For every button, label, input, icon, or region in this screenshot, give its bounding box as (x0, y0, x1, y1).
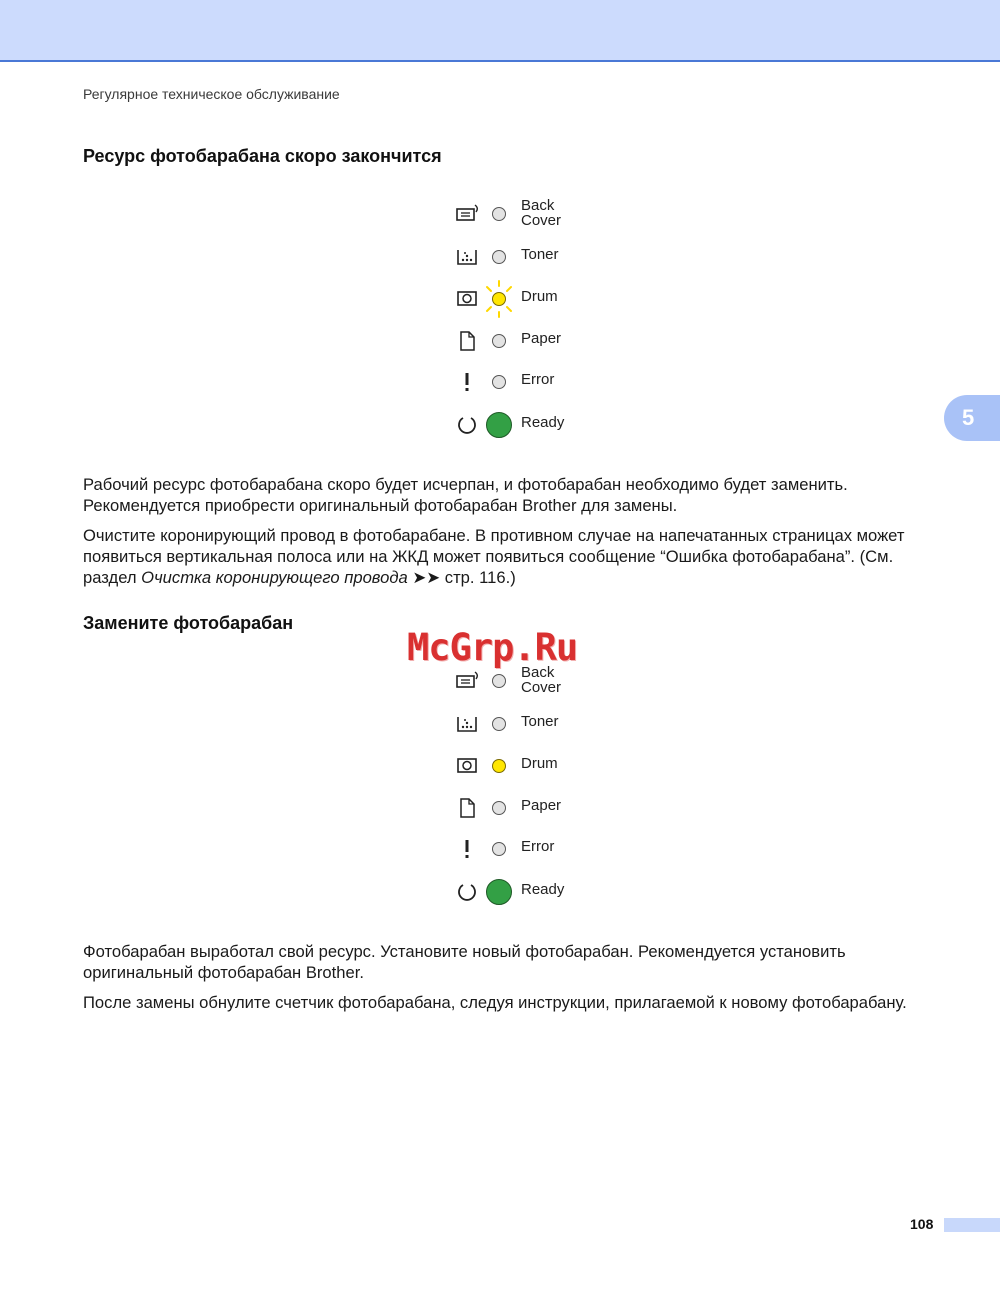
paper-icon (455, 329, 479, 353)
label-error: Error (521, 838, 555, 855)
paragraph-drum-end-soon (83, 474, 933, 588)
running-header: Регулярное техническое обслуживание (83, 86, 340, 102)
chapter-tab[interactable] (944, 395, 1000, 441)
label-drum: Drum (521, 755, 558, 772)
led-error (492, 375, 506, 389)
paper-icon (455, 796, 479, 820)
led-paper (492, 334, 506, 348)
back-cover-icon (455, 202, 479, 226)
led-row-error (455, 837, 615, 867)
chapter-number: 5 (962, 405, 975, 430)
section-heading-drum-end-soon: Ресурс фотобарабана скоро закончится (83, 146, 442, 166)
label-drum: Drum (521, 288, 558, 305)
toner-icon (455, 245, 479, 269)
text-drum-end-soon-2: Очистите коронирующий провод в фотобарабане. В противном случае на напечатанных страницах может появиться вертикальная полоса или на ЖКД может появиться сообщение “Ошибка фотобарабана”. (См. раздел Очистка коронирующего провода ➤➤ стр. 116.) (83, 526, 905, 587)
ready-icon (455, 413, 479, 437)
led-ready (486, 412, 512, 438)
ready-icon (455, 880, 479, 904)
label-ready: Ready (521, 881, 565, 898)
section-heading-replace-drum: Замените фотобарабан (83, 613, 294, 633)
led-row-drum (455, 287, 615, 317)
back-cover-icon (455, 669, 479, 693)
label-back-cover: Back Cover (521, 664, 562, 696)
led-row-drum (455, 754, 615, 784)
text-replace-drum-2: После замены обнулите счетчик фотобарабана, следуя инструкции, прилагаемой к новому фотобарабану. (83, 993, 907, 1012)
toner-icon (455, 712, 479, 736)
label-toner: Toner (521, 246, 559, 263)
text-drum-end-soon-1: Рабочий ресурс фотобарабана скоро будет исчерпан, и фотобарабан необходимо будет заменить. Рекомендуется приобрести оригинальный фотобарабан Brother для замены. (83, 475, 848, 515)
led-row-back-cover (455, 197, 615, 232)
watermark-logo: McGrp.Ru (407, 626, 578, 669)
led-row-toner (455, 712, 615, 742)
led-drum-on (492, 759, 506, 773)
led-error (492, 842, 506, 856)
footer-bar (944, 1218, 1000, 1232)
arrows-icon: ➤➤ (412, 568, 441, 587)
led-row-error (455, 370, 615, 400)
error-icon (455, 837, 479, 861)
led-row-ready (455, 413, 615, 443)
paragraph-replace-drum (83, 941, 933, 1013)
led-paper (492, 801, 506, 815)
led-back-cover (492, 674, 506, 688)
label-error: Error (521, 371, 555, 388)
error-icon (455, 370, 479, 394)
led-back-cover (492, 207, 506, 221)
link-corona-cleaning[interactable]: Очистка коронирующего провода (141, 568, 408, 587)
page-number: 108 (910, 1216, 934, 1232)
led-ready (486, 879, 512, 905)
label-back-cover: Back Cover (521, 197, 562, 229)
label-paper: Paper (521, 797, 562, 814)
led-row-paper (455, 796, 615, 826)
led-row-toner (455, 245, 615, 275)
led-toner (492, 717, 506, 731)
label-ready: Ready (521, 414, 565, 431)
drum-icon (455, 754, 479, 778)
drum-icon (455, 287, 479, 311)
header-band (0, 0, 1000, 62)
led-row-back-cover (455, 664, 615, 699)
text-replace-drum-1: Фотобарабан выработал свой ресурс. Установите новый фотобарабан. Рекомендуется установить оригинальный фотобарабан Brother. (83, 942, 846, 982)
led-drum-blinking (492, 292, 506, 306)
led-row-paper (455, 329, 615, 359)
label-toner: Toner (521, 713, 559, 730)
label-paper: Paper (521, 330, 562, 347)
led-row-ready (455, 880, 615, 910)
led-toner (492, 250, 506, 264)
